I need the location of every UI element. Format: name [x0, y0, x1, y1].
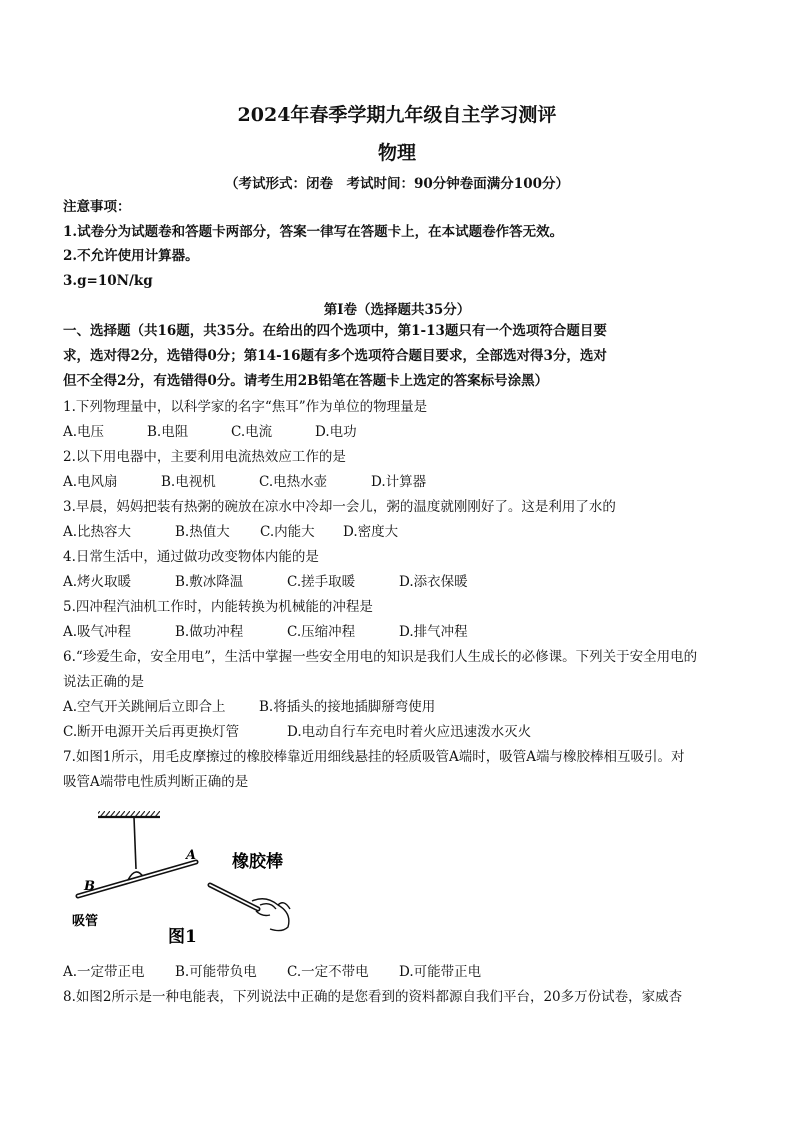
question-options — [63, 423, 357, 441]
question-options — [63, 723, 531, 741]
option: B.敷冰降温 — [175, 574, 244, 590]
option: D.计算器 — [371, 474, 427, 490]
question-stem: 说法正确的是 — [63, 674, 144, 690]
label-rubber-rod: 橡胶棒 — [232, 852, 283, 872]
option: A.烤火取暖 — [63, 574, 132, 590]
figure-1 — [70, 805, 310, 955]
option: D.可能带正电 — [399, 964, 482, 980]
label-a: A — [186, 848, 197, 863]
option: D.密度大 — [343, 524, 399, 540]
label-b: B — [84, 879, 95, 894]
option: B.热值大 — [175, 524, 230, 540]
question-options — [63, 473, 426, 491]
option: A.一定带正电 — [63, 964, 145, 980]
question-stem: 2.以下用电器中，主要利用电流热效应工作的是 — [63, 449, 346, 465]
option: D.添衣保暖 — [399, 574, 468, 590]
figure-caption: 图1 — [168, 927, 197, 947]
option: B.做功冲程 — [175, 624, 244, 640]
exam-title: 2024年春季学期九年级自主学习测评 — [237, 104, 557, 126]
question-stem: 3.早晨，妈妈把装有热粥的碗放在凉水中冷却一会儿，粥的温度就刚刚好了。这是利用了水的 — [63, 499, 616, 515]
option: B.电视机 — [161, 474, 216, 490]
option: D.电动自行车充电时着火应迅速泼水灭火 — [287, 724, 532, 740]
figure-1-drawing — [70, 805, 310, 955]
option: D.排气冲程 — [399, 624, 468, 640]
exam-info: （考试形式：闭卷 考试时间：90分钟卷面满分100分） — [225, 176, 569, 192]
option: C.内能大 — [260, 524, 315, 540]
question-stem: 4.日常生活中，通过做功改变物体内能的是 — [63, 549, 319, 565]
straw-highlight — [78, 862, 196, 896]
option: A.比热容大 — [63, 524, 132, 540]
question-stem: 8.如图2所示是一种电能表，下列说法中正确的是您看到的资料都源自我们平台，20多万份试卷，家威杏 — [63, 989, 683, 1005]
question-options — [63, 623, 468, 641]
hand-drawing — [252, 899, 290, 931]
question-stem: 5.四冲程汽油机工作时，内能转换为机械能的冲程是 — [63, 599, 373, 615]
option: C.搓手取暖 — [287, 574, 356, 590]
note-item: 3.g=10N/kg — [63, 273, 153, 289]
label-straw: 吸管 — [72, 914, 99, 929]
question-stem: 吸管A端带电性质判断正确的是 — [63, 774, 249, 790]
notes-heading: 注意事项： — [63, 199, 131, 215]
note-item: 2.不允许使用计算器。 — [63, 248, 199, 264]
option: A.吸气冲程 — [63, 624, 132, 640]
section-instructions: 一、选择题（共16题，共35分。在给出的四个选项中，第1-13题只有一个选项符合题目要 — [63, 323, 607, 339]
question-stem: 1.下列物理量中，以科学家的名字“焦耳”作为单位的物理量是 — [63, 399, 428, 415]
question-stem: 6.“珍爱生命，安全用电”，生活中掌握一些安全用电的知识是我们人生成长的必修课。下列关于安全用电的 — [63, 649, 698, 665]
note-item: 1.试卷分为试题卷和答题卡两部分，答案一律写在答题卡上，在本试题卷作答无效。 — [63, 224, 564, 240]
option: A.空气开关跳闸后立即合上 — [63, 699, 226, 715]
question-options — [63, 573, 468, 591]
option: B.可能带负电 — [175, 964, 257, 980]
option: C.压缩冲程 — [287, 624, 356, 640]
subject-title: 物理 — [377, 142, 416, 164]
option: C.电热水壶 — [259, 474, 328, 490]
option: A.电压 — [63, 424, 105, 440]
question-options — [63, 698, 435, 716]
section-instructions: 求，选对得2分，选错得0分；第14-16题有多个选项符合题目要求，全部选对得3分，选对 — [63, 348, 607, 364]
rubber-rod-highlight — [210, 885, 258, 909]
option: D.电功 — [315, 424, 357, 440]
option: C.电流 — [231, 424, 273, 440]
question-options — [63, 523, 398, 541]
option: A.电风扇 — [63, 474, 118, 490]
question-options — [63, 963, 481, 981]
option: B.将插头的接地插脚掰弯使用 — [259, 699, 436, 715]
option: C.一定不带电 — [287, 964, 369, 980]
suspension-thread — [134, 817, 136, 869]
option: C.断开电源开关后再更换灯管 — [63, 724, 240, 740]
question-stem: 7.如图1所示，用毛皮摩擦过的橡胶棒靠近用细线悬挂的轻质吸管A端时，吸管A端与橡胶棒相互吸引。对 — [63, 749, 685, 765]
option: B.电阻 — [147, 424, 189, 440]
volume-title: 第Ⅰ卷（选择题共35分） — [323, 302, 471, 318]
section-instructions: 但不全得2分，有选错得0分。请考生用2B铅笔在答题卡上选定的答案标号涂黑） — [63, 373, 549, 389]
